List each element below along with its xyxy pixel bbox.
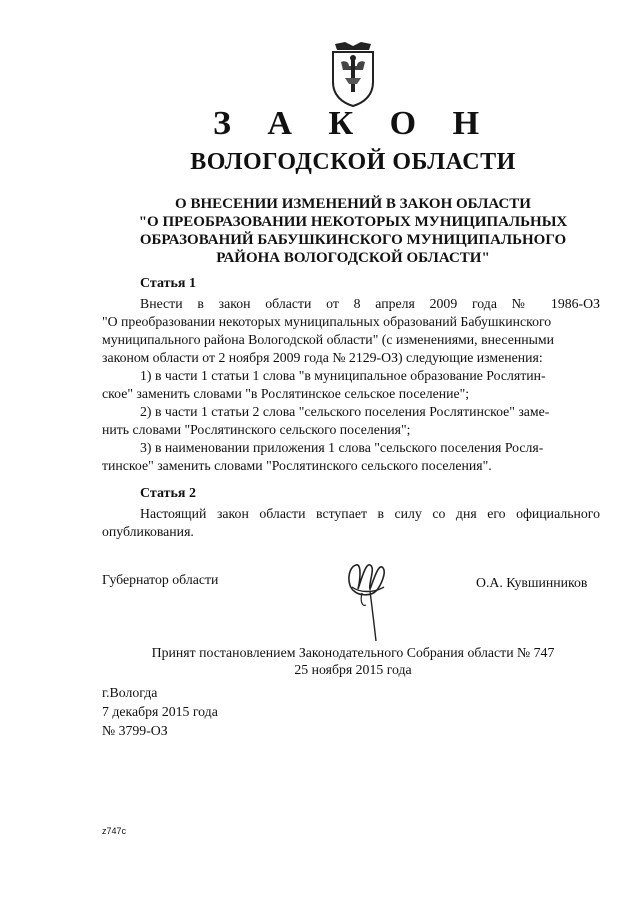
article1-line: ское" заменить словами "в Рослятинское сельское поселение"; xyxy=(102,386,470,401)
article1-line: Внести в закон области от 8 апреля 2009 года № 1986-ОЗ xyxy=(140,296,600,311)
article1-line: 3) в наименовании приложения 1 слова "сельского поселения Росля- xyxy=(140,440,544,455)
document-title: З А К О Н xyxy=(212,105,494,142)
article2-heading: Статья 2 xyxy=(140,486,196,501)
article1-text xyxy=(102,295,600,475)
document-subtitle xyxy=(130,195,576,267)
signing-date: 7 декабря 2015 года xyxy=(102,704,218,719)
article2-line: Настоящий закон области вступает в силу со дня его официального xyxy=(140,506,600,521)
signatory-position: Губернатор области xyxy=(102,572,219,587)
city: г.Вологда xyxy=(102,685,158,700)
footer-code: z747c xyxy=(102,826,127,836)
article1-line: 2) в части 1 статьи 2 слова "сельского поселения Рослятинское" заме- xyxy=(140,404,550,419)
article1-line: законом области от 2 ноября 2009 года № 2129-ОЗ) следующие изменения: xyxy=(102,350,543,365)
subtitle-line: О ВНЕСЕНИИ ИЗМЕНЕНИЙ В ЗАКОН ОБЛАСТИ xyxy=(175,196,531,212)
subtitle-line: "О ПРЕОБРАЗОВАНИИ НЕКОТОРЫХ МУНИЦИПАЛЬНЫХ xyxy=(138,214,568,230)
place-and-date xyxy=(102,683,218,740)
article1-line: тинское" заменить словами "Рослятинского сельского поселения". xyxy=(102,458,492,473)
article1-line: 1) в части 1 статьи 1 слова "в муниципальное образование Рослятин- xyxy=(140,368,546,383)
signatory-name: О.А. Кувшинников xyxy=(476,575,588,590)
handwritten-signature xyxy=(340,557,390,645)
article1-line: муниципального района Вологодской области" (с изменениями, внесенными xyxy=(102,332,554,347)
article2-line: опубликования. xyxy=(102,524,194,539)
adoption-note xyxy=(0,644,640,678)
coat-of-arms-icon xyxy=(327,40,379,108)
subtitle-line: РАЙОНА ВОЛОГОДСКОЙ ОБЛАСТИ" xyxy=(216,250,490,266)
article2-text xyxy=(102,505,600,541)
subtitle-line: ОБРАЗОВАНИЙ БАБУШКИНСКОГО МУНИЦИПАЛЬНОГО xyxy=(139,232,567,248)
adoption-date: 25 ноября 2015 года xyxy=(294,662,412,677)
document-region: ВОЛОГОДСКОЙ ОБЛАСТИ xyxy=(190,149,516,175)
adoption-line: Принят постановлением Законодательного Собрания области № 747 xyxy=(151,645,555,660)
article1-line: нить словами "Рослятинского сельского поселения"; xyxy=(102,422,411,437)
article1-heading: Статья 1 xyxy=(140,276,196,291)
article1-line: "О преобразовании некоторых муниципальных образований Бабушкинского xyxy=(102,314,552,329)
law-number: № 3799-ОЗ xyxy=(102,723,168,738)
